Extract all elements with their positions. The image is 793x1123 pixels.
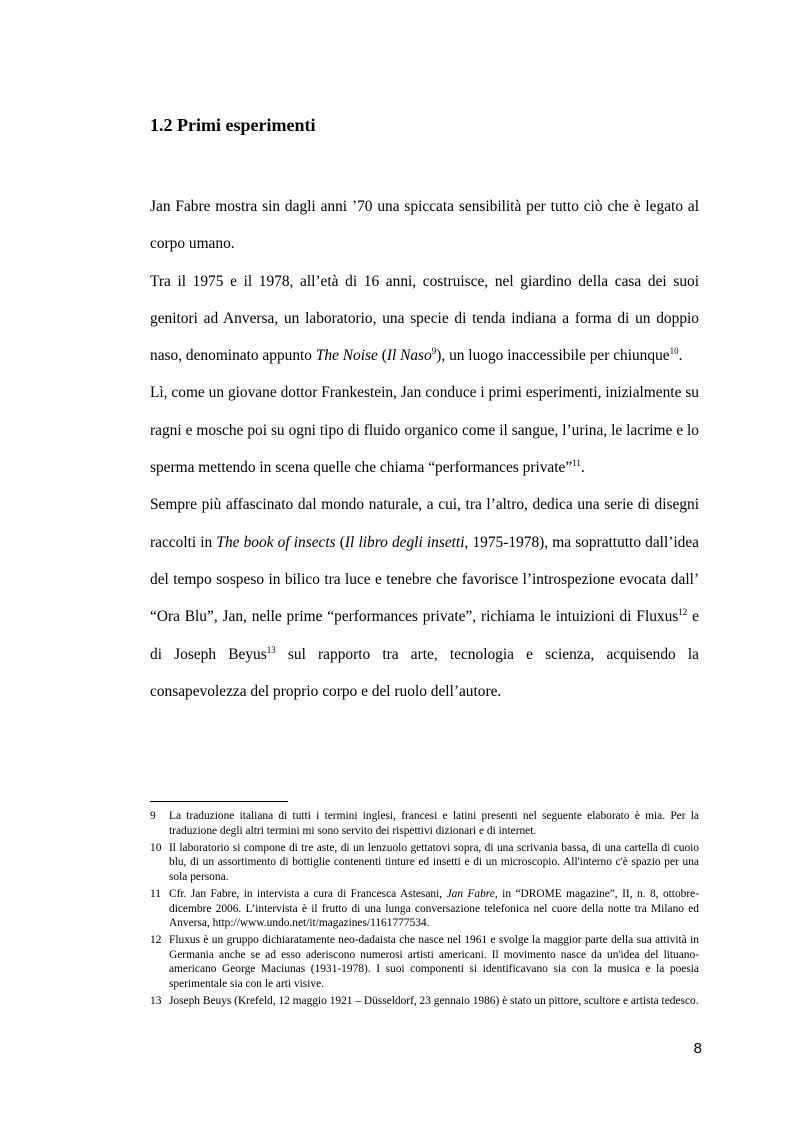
footnote-ref-12[interactable]: 12 [678, 607, 688, 618]
footnote-text: Il laboratorio si compone di tre aste, di un lenzuolo gettatovi sopra, di una scrivania bassa, di una cartella di cuoio blu, di un assortimento di bottiglie contenenti tinture ed insetti e di un microscopio. All'interno c'è spazio per una sola persona. [169, 841, 699, 883]
paragraph-4-text-c: , 1975-1978), ma soprattutto dall’idea del tempo sospeso in bilico tra luce e tenebre che favorisce l’introspezione evocata dall’ “Ora Blu”, Jan, nelle prime “performances private”, richiama le intuizioni di Fluxus [150, 533, 699, 626]
italic-title-the-noise: The Noise [315, 347, 378, 365]
paragraph-2-text-b: ( [377, 347, 387, 365]
footnote-ref-10[interactable]: 10 [669, 346, 679, 357]
footnote-text-b: , in “DROME magazine”, II, n. 8, ottobre-dicembre 2006. L’intervista è il frutto di una lunga conversazione telefonica nel cuore della notte tra Milano ed Anversa, http://www.undo.net/it/magazines/1161777534. [169, 887, 700, 930]
paragraph-3-text-a: Lì, come un giovane dottor Frankestein, Jan conduce i primi esperimenti, inizialmente su ragni e mosche poi su ogni tipo di fluido organico come il sangue, l’urina, le lacrime e lo sperma mettendo in scena quelle che chiama “performances private” [150, 384, 699, 477]
paragraph-4-text-b: ( [335, 533, 345, 551]
footnote-text: Fluxus è un gruppo dichiaratamente neo-dadaista che nasce nel 1961 e svolge la maggior parte della sua attività in Germania anche se ad esso aderiscono numerosi artisti americani. Il movimento nasce da un'idea del lituano-americano George Maciunas (1931-1978). I suoi componenti si identificavano sia con la musica e la poesia sperimentale sia con le arti visive. [169, 934, 699, 991]
footnote-number: 12 [150, 934, 162, 947]
paragraph-1-text: Jan Fabre mostra sin dagli anni ’70 una spiccata sensibilità per tutto ciò che è legato al corpo umano. [150, 198, 699, 253]
section-title: 1.2 Primi esperimenti [150, 115, 316, 135]
paragraph-4 [150, 486, 699, 710]
footnote-number: 13 [150, 995, 162, 1008]
paragraph-4-text-e: sul rapporto tra arte, tecnologia e scienza, acquisendo la consapevolezza del proprio corpo e del ruolo dell’autore. [150, 645, 700, 700]
body-text [150, 188, 699, 710]
footnote-text: Joseph Beuys (Krefeld, 12 maggio 1921 – Düsseldorf, 23 gennaio 1986) è stato un pittore, scultore e artista tedesco. [169, 995, 699, 1008]
italic-title-book-of-insects: The book of insects [216, 533, 336, 551]
footnotes [150, 809, 699, 1011]
footnote-number: 9 [150, 810, 156, 822]
footnote-ref-13[interactable]: 13 [266, 644, 276, 655]
paragraph-3 [150, 374, 699, 486]
footnote-text: La traduzione italiana di tutti i termini inglesi, francesi e latini presenti nel seguente elaborato è mia. Per la traduzione degli altri termini mi sono servito dei rispettivi dizionari e di internet. [169, 810, 699, 837]
paragraph-2 [150, 263, 699, 375]
footnote-9 [150, 809, 699, 838]
italic-title-libro-degli-insetti: Il libro degli insetti [344, 533, 465, 551]
paragraph-1 [150, 188, 699, 263]
footnote-11 [150, 887, 699, 931]
paragraph-4-text-d: e di Joseph Beyus [150, 608, 699, 663]
footnote-text-a: Cfr. Jan Fabre, in intervista a cura di Francesca Astesani, [169, 887, 447, 900]
page-number: 8 [693, 1040, 702, 1057]
paragraph-2-text-c: ), un luogo inaccessibile per chiunque [436, 347, 670, 365]
footnote-ref-9[interactable]: 9 [431, 346, 437, 357]
footnote-ref-11[interactable]: 11 [572, 457, 581, 468]
footnote-10 [150, 841, 699, 885]
footnote-number: 11 [150, 887, 161, 900]
paragraph-2-text-d: . [678, 347, 683, 365]
footnote-12 [150, 933, 699, 991]
italic-title-jan-fabre: Jan Fabre [446, 887, 495, 900]
paragraph-4-text-a: Sempre più affascinato dal mondo naturale, a cui, tra l’altro, dedica una serie di disegni raccolti in [150, 496, 699, 551]
paragraph-3-text-b: . [580, 459, 585, 477]
footnote-number: 10 [150, 841, 162, 854]
footnote-divider [150, 801, 288, 802]
italic-title-il-naso: Il Naso [386, 347, 432, 365]
paragraph-2-text-a: Tra il 1975 e il 1978, all’età di 16 anni, costruisce, nel giardino della casa dei suoi genitori ad Anversa, un laboratorio, una specie di tenda indiana a forma di un doppio naso, denominato appunto [150, 272, 699, 365]
footnote-13 [150, 994, 699, 1009]
